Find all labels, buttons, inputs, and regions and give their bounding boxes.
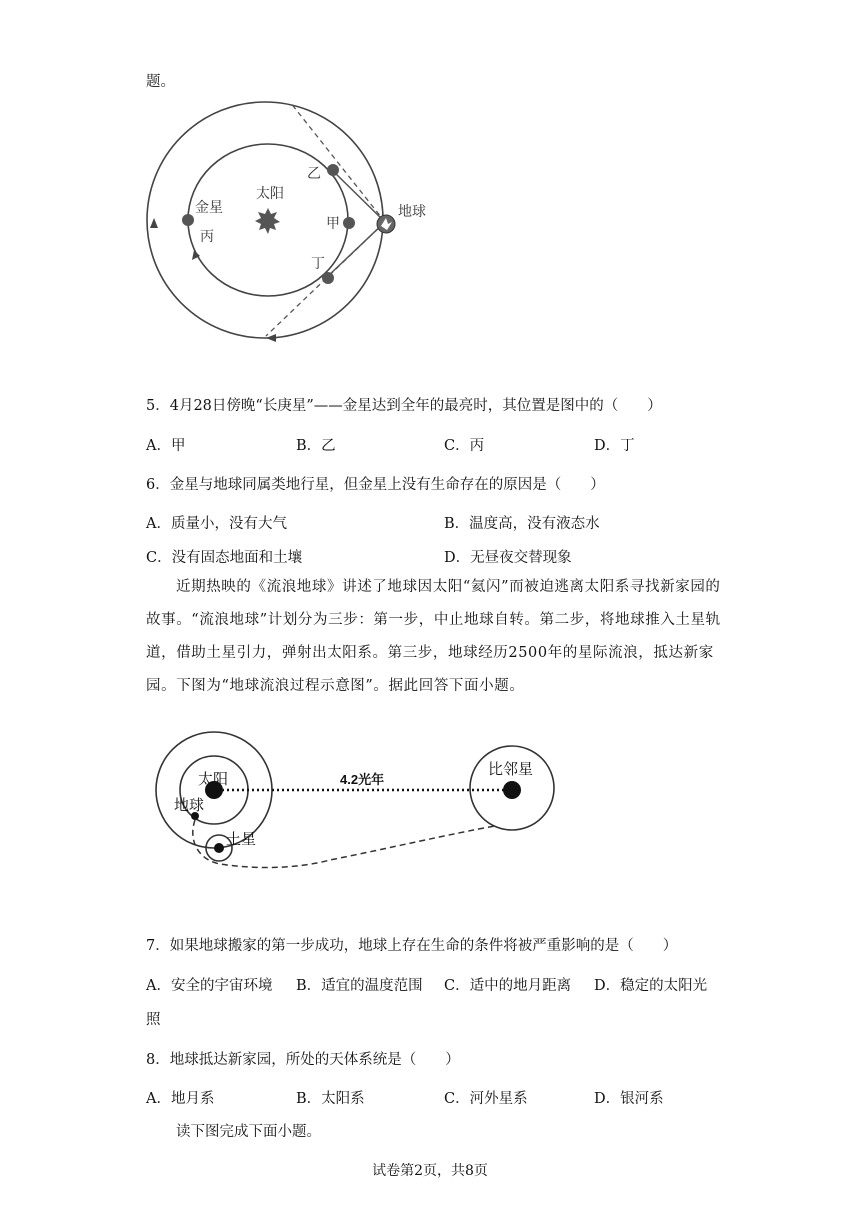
venus-point-yi [327, 164, 339, 176]
ding-label: 丁 [311, 255, 325, 271]
bing-label: 丙 [200, 228, 214, 244]
venus-label: 金星 [195, 199, 223, 215]
closing-instruction: 读下图完成下面小题。 [176, 1124, 321, 1140]
sun-label-2: 太阳 [198, 771, 229, 788]
q8-option-c: C．河外星系 [444, 1091, 528, 1107]
question-7-stem: 7．如果地球搬家的第一步成功，地球上存在生命的条件将被严重影响的是（ ） [146, 938, 678, 954]
proxima-label: 比邻星 [488, 761, 534, 778]
distance-label: 4.2光年 [340, 772, 385, 787]
q6-option-c: C．没有固态地面和土壤 [146, 550, 303, 566]
proxima-dot [503, 781, 521, 799]
q6-option-b: B．温度高，没有液态水 [444, 516, 600, 532]
earth-icon [377, 215, 395, 233]
q7-option-b: B．适宜的温度范围 [296, 978, 423, 994]
question-8-stem: 8．地球抵达新家园，所处的天体系统是（ ） [146, 1052, 460, 1068]
q8-option-b: B．太阳系 [296, 1091, 365, 1107]
q5-option-c: C．丙 [444, 438, 485, 454]
sun-label: 太阳 [256, 185, 284, 201]
q5-option-a: A．甲 [146, 438, 186, 454]
q8-option-d: D．银河系 [594, 1091, 664, 1107]
q6-option-d: D．无昼夜交替现象 [444, 550, 572, 566]
jia-label: 甲 [326, 215, 340, 231]
q5-option-b: B．乙 [296, 438, 336, 454]
venus-point-ding [322, 272, 334, 284]
saturn-label: 土星 [226, 831, 257, 848]
q5-option-d: D．丁 [594, 438, 635, 454]
venus-point-bing [182, 214, 194, 226]
passage-paragraph: 近期热映的《流浪地球》讲述了地球因太阳“氦闪”而被迫逃离太阳系寻找新家园的故事。“流浪地球”计划分为三步：第一步，中止地球自转。第二步，将地球推入土星轨道，借助土星引力，弹射出太阳系。第三步，地球经历2500年的星际流浪，抵达新家园。下图为“地球流浪过程示意图”。据此回答下面小题。 [146, 579, 721, 694]
yi-label: 乙 [307, 165, 321, 181]
wandering-earth-figure [150, 730, 590, 880]
orbit-arrow-left [150, 218, 158, 228]
q7-option-d: D．稳定的太阳光 [594, 978, 708, 994]
q7-option-c: C．适中的地月距离 [444, 978, 572, 994]
venus-orbit-figure [140, 100, 450, 360]
page-footer: 试卷第2页，共8页 [372, 1163, 488, 1179]
q7-option-a: A．安全的宇宙环境 [146, 978, 273, 994]
question-6-stem: 6．金星与地球同属类地行星，但金星上没有生命存在的原因是（ ） [146, 477, 605, 493]
q8-option-a: A．地月系 [146, 1091, 215, 1107]
q6-option-a: A．质量小，没有大气 [146, 516, 287, 532]
question-5-stem: 5．4月28日傍晚“长庚星”——金星达到全年的最亮时，其位置是图中的（ ） [146, 398, 662, 414]
earth-label: 地球 [398, 203, 426, 219]
earth-label-2: 地球 [174, 797, 205, 814]
continuation-text: 题。 [146, 74, 175, 90]
venus-point-jia [343, 217, 355, 229]
q7-option-d-wrap: 照 [146, 1012, 161, 1028]
saturn-dot [214, 843, 224, 853]
sun-icon [255, 208, 280, 234]
